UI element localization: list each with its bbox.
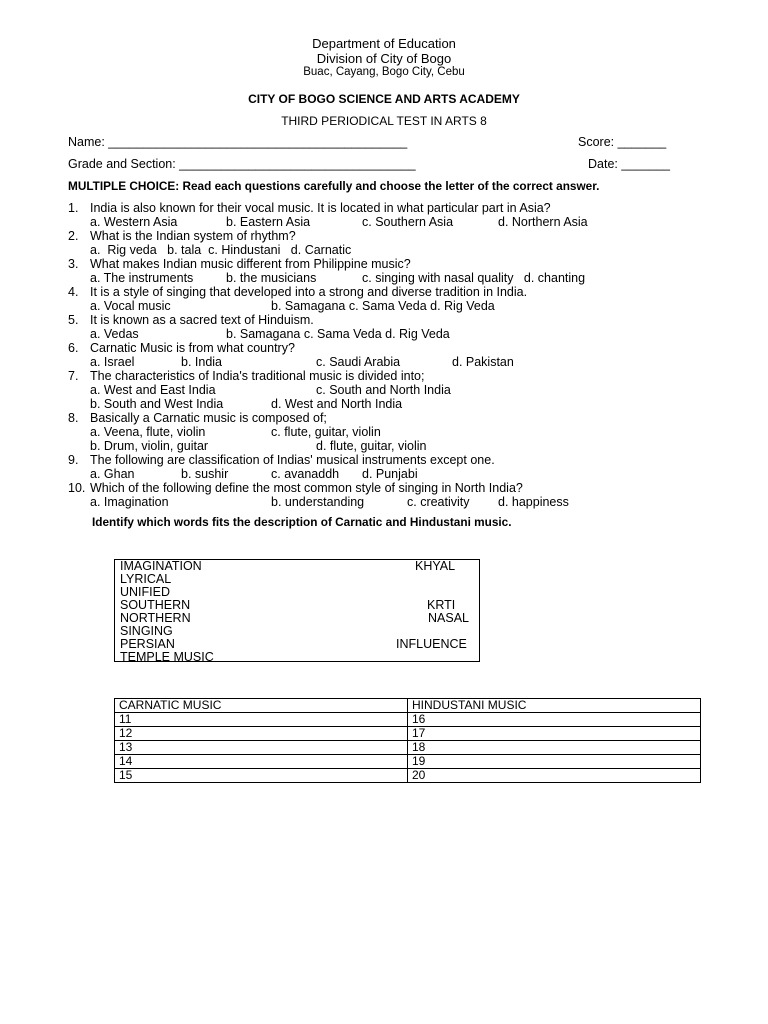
q1-option-b[interactable]: b. Eastern Asia (226, 215, 311, 229)
q1-option-d[interactable]: d. Northern Asia (498, 215, 588, 229)
question-text: Basically a Carnatic music is composed of; (90, 411, 327, 425)
score-field[interactable]: Score: _______ (578, 135, 667, 149)
q3-option-a[interactable]: a. The instruments (90, 271, 194, 285)
word-bank-box (114, 559, 480, 662)
question-text: India is also known for their vocal music. It is located in what particular part in Asia? (90, 201, 551, 215)
q8-option-b[interactable]: b. Drum, violin, guitar (90, 439, 209, 453)
q7-option-b[interactable]: b. South and West India (90, 397, 224, 411)
word-temple-music: TEMPLE MUSIC (120, 650, 214, 664)
question-text: The following are classification of Indias' musical instruments except one. (90, 453, 495, 467)
q10-option-d[interactable]: d. happiness (498, 495, 569, 509)
question-number: 8. (68, 411, 79, 425)
q9-option-d[interactable]: d. Punjabi (362, 467, 418, 481)
word-krti: KRTI (427, 598, 456, 612)
q6-option-b[interactable]: b. India (181, 355, 223, 369)
answer-cell[interactable]: 13 (115, 741, 408, 755)
header-hindustani: HINDUSTANI MUSIC (408, 699, 701, 713)
q4-option-bcd[interactable]: b. Samagana c. Sama Veda d. Rig Veda (271, 299, 495, 313)
question-text: The characteristics of India's traditional music is divided into; (90, 369, 425, 383)
q10-option-b[interactable]: b. understanding (271, 495, 365, 509)
word-imagination: IMAGINATION (120, 559, 202, 573)
answer-cell[interactable]: 19 (408, 755, 701, 769)
question-text: Carnatic Music is from what country? (90, 341, 295, 355)
header-carnatic: CARNATIC MUSIC (115, 699, 408, 713)
header-division: Division of City of Bogo (316, 51, 452, 66)
q8-option-d[interactable]: d. flute, guitar, violin (316, 439, 427, 453)
question-text: It is known as a sacred text of Hinduism. (90, 313, 314, 327)
header-address: Buac, Cayang, Bogo City, Cebu (303, 66, 465, 78)
name-field[interactable]: Name: ___________________________________________ (68, 135, 408, 149)
word-singing: SINGING (120, 624, 173, 638)
q6-option-a[interactable]: a. Israel (90, 355, 135, 369)
q1-option-a[interactable]: a. Western Asia (90, 215, 178, 229)
question-text: It is a style of singing that developed into a strong and diverse tradition in India. (90, 285, 528, 299)
question-number: 5. (68, 313, 79, 327)
multiple-choice-instructions: MULTIPLE CHOICE: Read each questions carefully and choose the letter of the correct answer. (68, 179, 600, 193)
table-row (115, 727, 701, 741)
identify-instructions: Identify which words fits the description of Carnatic and Hindustani music. (92, 515, 512, 529)
table-row (115, 741, 701, 755)
q9-option-a[interactable]: a. Ghan (90, 467, 135, 481)
word-lyrical: LYRICAL (120, 572, 172, 586)
q1-option-c[interactable]: c. Southern Asia (362, 215, 454, 229)
table-row (115, 713, 701, 727)
question-number: 10. (68, 481, 86, 495)
q8-option-a[interactable]: a. Veena, flute, violin (90, 425, 206, 439)
question-number: 3. (68, 257, 79, 271)
answer-cell[interactable]: 15 (115, 769, 408, 783)
answer-cell[interactable]: 12 (115, 727, 408, 741)
word-persian: PERSIAN (120, 637, 175, 651)
q7-option-c[interactable]: c. South and North India (316, 383, 451, 397)
q10-option-a[interactable]: a. Imagination (90, 495, 169, 509)
q6-option-c[interactable]: c. Saudi Arabia (316, 355, 401, 369)
question-7 (68, 369, 424, 383)
q9-option-c[interactable]: c. avanaddh (271, 467, 340, 481)
q3-option-b[interactable]: b. the musicians (226, 271, 317, 285)
q8-option-c[interactable]: c. flute, guitar, violin (271, 425, 381, 439)
question-number: 7. (68, 369, 79, 383)
q9-option-b[interactable]: b. sushir (181, 467, 229, 481)
word-nasal: NASAL (428, 611, 469, 625)
question-number: 4. (68, 285, 79, 299)
q5-option-a[interactable]: a. Vedas (90, 327, 139, 341)
question-4 (68, 285, 527, 299)
word-northern: NORTHERN (120, 611, 191, 625)
header-department: Department of Education (312, 36, 456, 51)
word-unified: UNIFIED (120, 585, 170, 599)
question-number: 1. (68, 201, 79, 215)
answer-cell[interactable]: 20 (408, 769, 701, 783)
table-row (115, 769, 701, 783)
answer-table (114, 698, 701, 783)
answer-cell[interactable]: 17 (408, 727, 701, 741)
q10-option-c[interactable]: c. creativity (407, 495, 470, 509)
q5-option-bcd[interactable]: b. Samagana c. Sama Veda d. Rig Veda (226, 327, 450, 341)
q4-option-a[interactable]: a. Vocal music (90, 299, 171, 313)
word-influence: INFLUENCE (396, 637, 467, 651)
school-name: CITY OF BOGO SCIENCE AND ARTS ACADEMY (248, 92, 520, 106)
table-row (115, 755, 701, 769)
q3-option-cd[interactable]: c. singing with nasal quality d. chanting (362, 271, 586, 285)
test-title: THIRD PERIODICAL TEST IN ARTS 8 (281, 114, 487, 128)
answer-cell[interactable]: 14 (115, 755, 408, 769)
question-6 (68, 341, 295, 355)
word-khyal: KHYAL (415, 559, 456, 573)
table-header-row (115, 699, 701, 713)
q7-option-a[interactable]: a. West and East India (90, 383, 216, 397)
question-text: Which of the following define the most common style of singing in North India? (90, 481, 523, 495)
question-text: What makes Indian music different from Philippine music? (90, 257, 411, 271)
question-8 (68, 411, 327, 425)
q2-options[interactable]: a. Rig veda b. tala c. Hindustani d. Carnatic (90, 243, 352, 257)
question-number: 2. (68, 229, 79, 243)
question-2 (68, 229, 296, 243)
answer-cell[interactable]: 11 (115, 713, 408, 727)
answer-cell[interactable]: 16 (408, 713, 701, 727)
question-9 (68, 453, 495, 467)
question-3 (68, 257, 411, 271)
question-10 (68, 481, 523, 495)
word-southern: SOUTHERN (120, 598, 191, 612)
date-field[interactable]: Date: _______ (588, 157, 671, 171)
grade-section-field[interactable]: Grade and Section: __________________________________ (68, 157, 416, 171)
question-number: 6. (68, 341, 79, 355)
answer-cell[interactable]: 18 (408, 741, 701, 755)
q7-option-d[interactable]: d. West and North India (271, 397, 403, 411)
question-number: 9. (68, 453, 79, 467)
q6-option-d[interactable]: d. Pakistan (452, 355, 514, 369)
question-1 (68, 201, 551, 215)
question-text: What is the Indian system of rhythm? (90, 229, 296, 243)
question-5 (68, 313, 314, 327)
